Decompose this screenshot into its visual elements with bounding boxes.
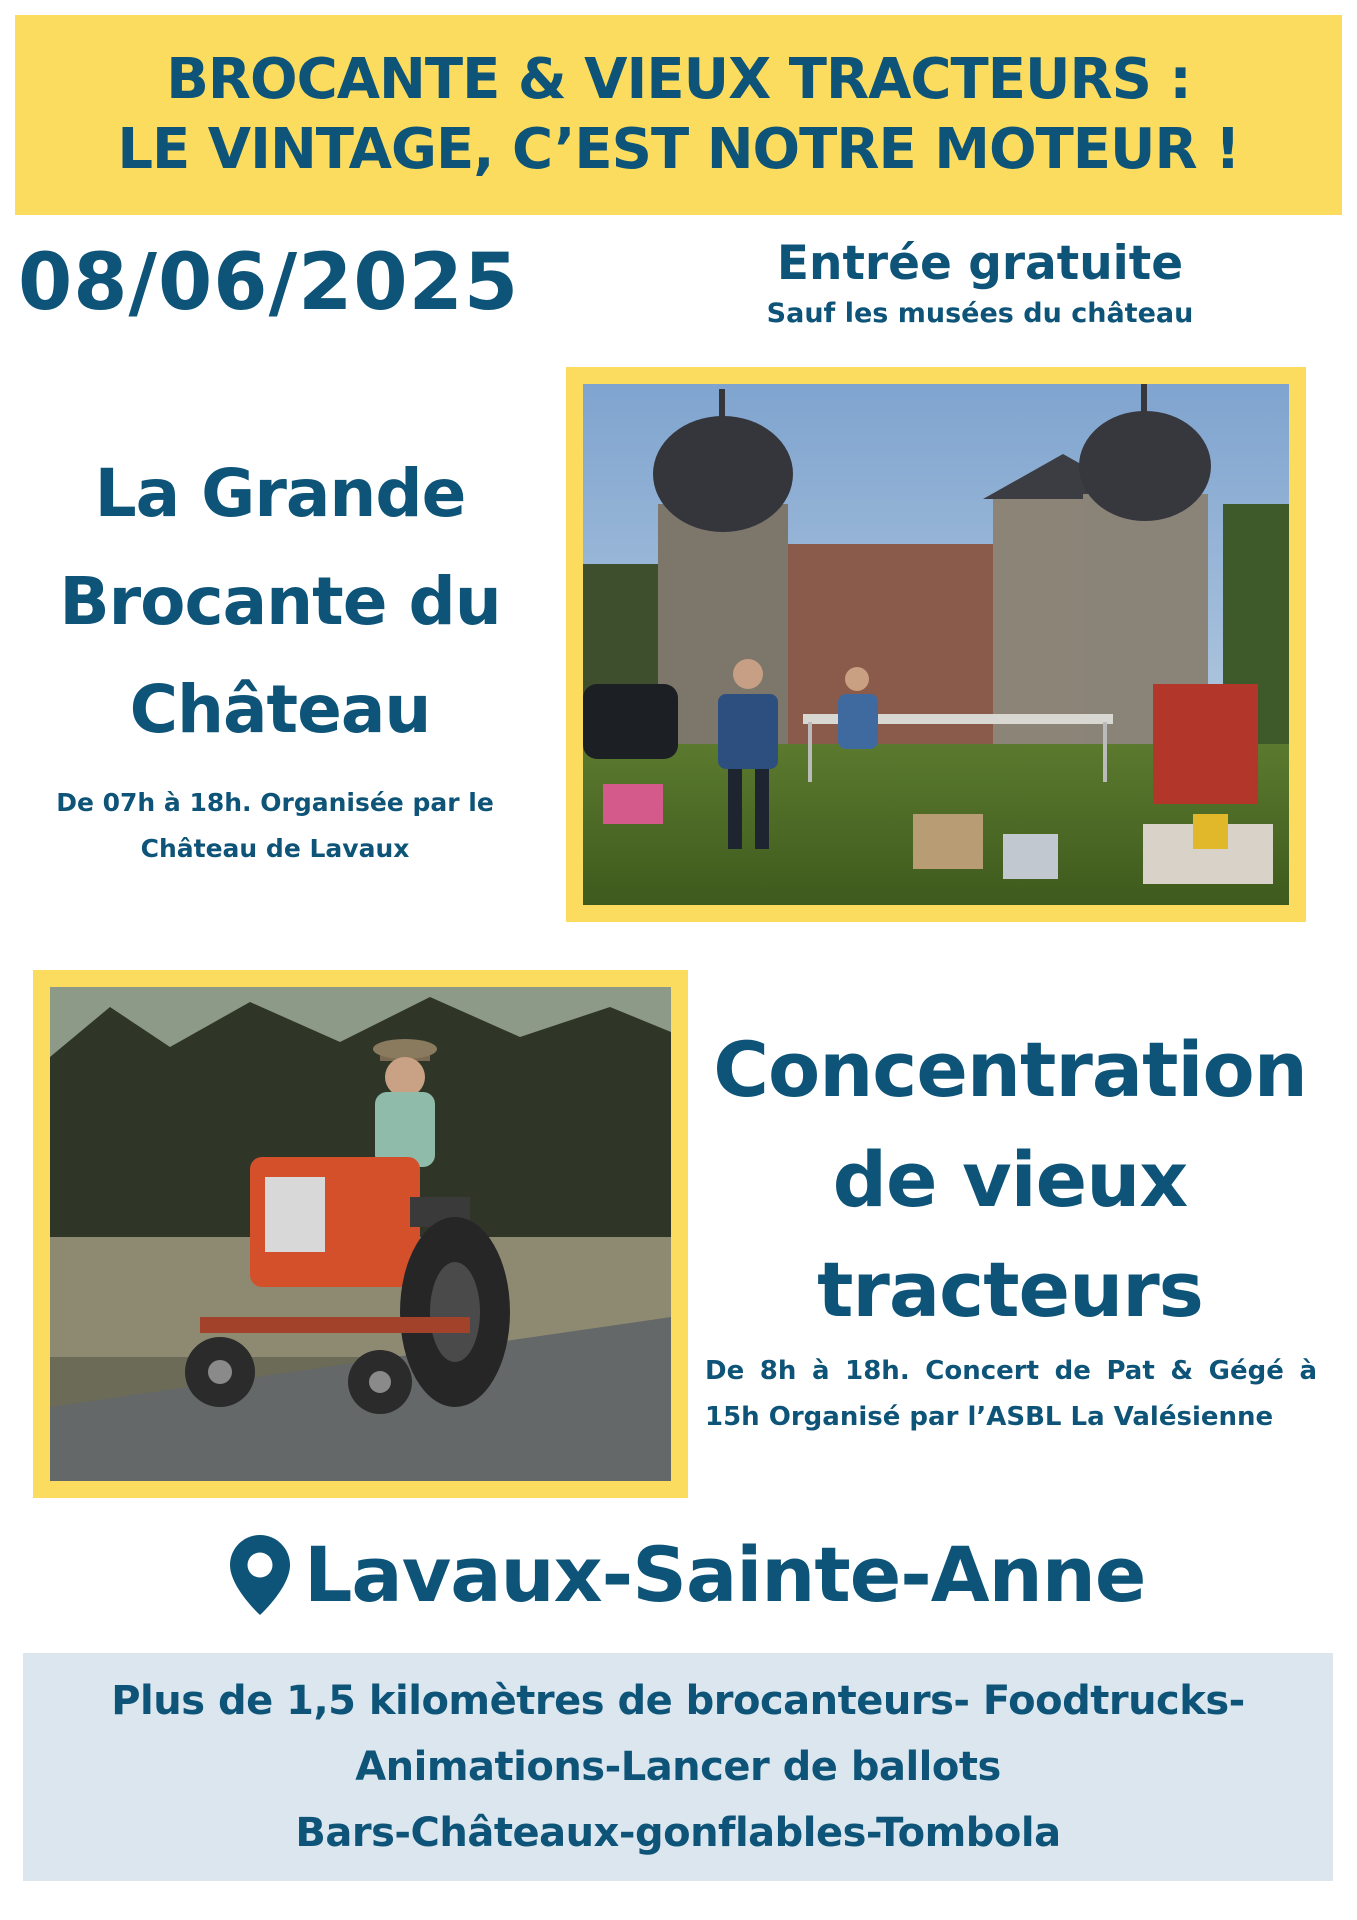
- banner-line-2: LE VINTAGE, C’EST NOTRE MOTEUR !: [117, 117, 1240, 182]
- castle-photo-illustration: [583, 384, 1289, 905]
- location-name: Lavaux-Sainte-Anne: [304, 1530, 1146, 1619]
- brocante-subtitle-line: Château de Lavaux: [140, 834, 410, 863]
- info-line: Bars-Châteaux-gonflables-Tombola: [295, 1810, 1061, 1856]
- entry-note: Sauf les musées du château: [766, 298, 1194, 329]
- info-line: Plus de 1,5 kilomètres de brocanteurs- Foodtrucks-: [111, 1678, 1245, 1724]
- tracteurs-title-line: de vieux: [832, 1135, 1188, 1224]
- header-banner: [15, 15, 1342, 215]
- info-line: Animations-Lancer de ballots: [355, 1744, 1001, 1790]
- brocante-title-line: La Grande: [94, 455, 466, 532]
- brocante-subtitle-line: De 07h à 18h. Organisée par le: [56, 788, 494, 817]
- brocante-title: [10, 440, 550, 764]
- tracteurs-title: [700, 1015, 1320, 1345]
- location-pin-icon: [230, 1534, 290, 1616]
- event-date: 08/06/2025: [18, 238, 520, 328]
- tractor-photo: [33, 970, 688, 1498]
- brocante-subtitle: [0, 780, 550, 872]
- tracteurs-subtitle: De 8h à 18h. Concert de Pat & Gégé à 15h Organisé par l’ASBL La Valésienne: [705, 1356, 1317, 1432]
- tracteurs-title-line: Concentration: [713, 1025, 1307, 1114]
- location: [230, 1530, 1145, 1619]
- entry-info: [700, 234, 1260, 334]
- castle-photo: [566, 367, 1306, 922]
- brocante-title-line: Château: [129, 671, 431, 748]
- tractor-photo-illustration: [50, 987, 671, 1481]
- banner-line-1: BROCANTE & VIEUX TRACTEURS :: [166, 47, 1191, 112]
- tracteurs-title-line: tracteurs: [817, 1245, 1203, 1334]
- brocante-title-line: Brocante du: [59, 563, 501, 640]
- info-box: [23, 1653, 1333, 1881]
- entry-title: Entrée gratuite: [776, 236, 1184, 291]
